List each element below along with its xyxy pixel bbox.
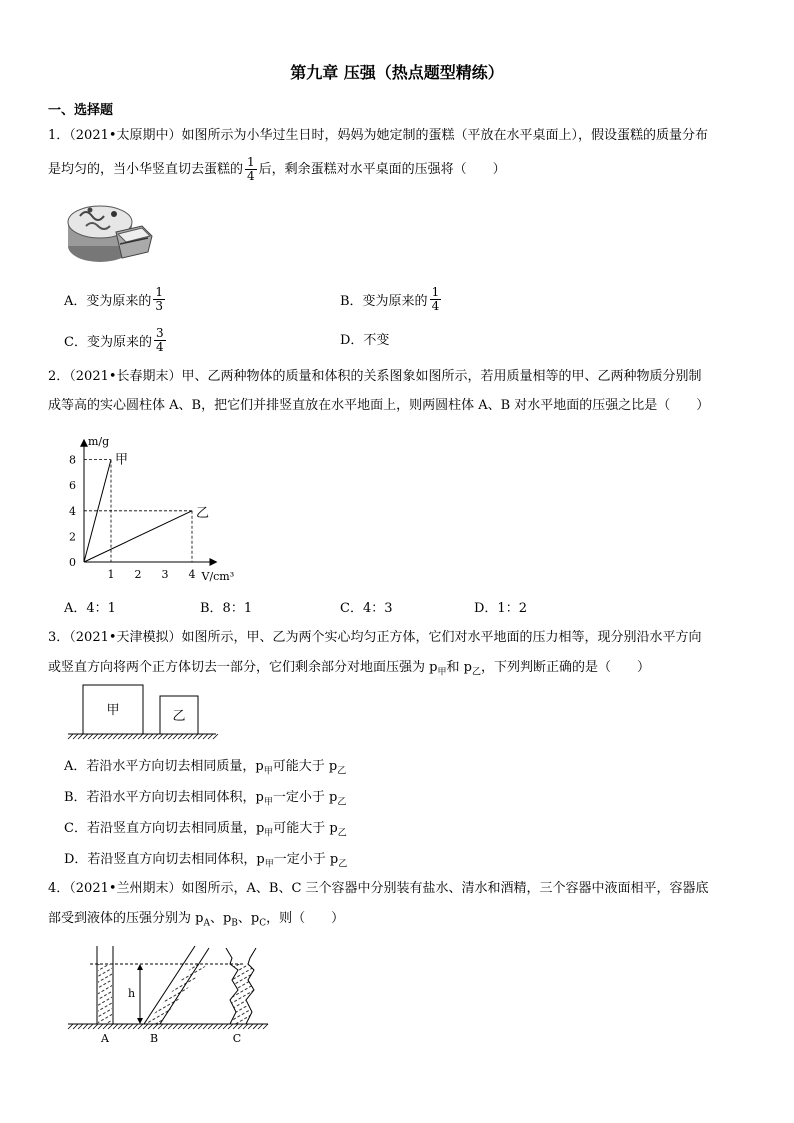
q3-opt-c-sub-yi: 乙 [337,828,347,839]
hatch-stroke [68,734,73,739]
hatch-stroke [198,1024,203,1029]
q1-opt-a-num: 1 [155,285,164,299]
hatch-stroke [158,1024,163,1029]
q3-opt-b-sub-jia: 甲 [263,797,273,808]
hatch-stroke [98,734,103,739]
q1-line2 [48,156,506,183]
hatch-stroke [208,1024,213,1029]
q3-option-c[interactable] [64,817,347,839]
hatch-stroke [83,734,88,739]
hatch-stroke [163,1024,168,1029]
q1-frac-den: 4 [247,169,255,183]
y-tick-label: 0 [69,556,76,569]
q4-line1: 4．（2021•兰州期末）如图所示，A、B、C 三个容器中分别装有盐水、清水和酒精，三个容器中液面相平，容器底 [48,881,709,896]
hatch-stroke [263,1024,268,1029]
x-tick-label: 4 [188,568,196,581]
q3-opt-d-2: 一定小于 p [273,852,339,867]
q3-opt-b-2: 一定小于 p [272,790,338,805]
q3-opt-c-sub-jia: 甲 [264,828,274,839]
q1-text-a: 是均匀的，当小华竖直切去蛋糕的 [48,161,244,177]
ground-hatch [68,734,218,739]
hatch-stroke [158,734,163,739]
containers-figure [66,940,276,1050]
q3-opt-b-sub-yi: 乙 [337,797,347,808]
hatch-stroke [148,734,153,739]
hatch-stroke [178,734,183,739]
x-tick-label: 1 [107,568,115,581]
ground-hatch-q4 [68,1024,268,1029]
y-axis-label: m/g [88,434,110,448]
q3-line1: 3．（2021•天津模拟）如图所示，甲、乙为两个实心均匀正方体，它们对水平地面的压力相等，现分别沿水平方向 [48,630,702,645]
cube-yi-label: 乙 [172,709,186,724]
q1-line1: 1．（2021•太原期中）如图所示为小华过生日时，妈妈为她定制的蛋糕（平放在水平桌面上），假设蛋糕的质量分布 [48,128,709,143]
hatch-stroke [203,734,208,739]
q1-opt-b-num: 1 [431,285,440,299]
hatch-stroke [143,734,148,739]
q4-sep2: 、p [237,911,260,926]
hatch-stroke [183,734,188,739]
container-a [97,946,113,1024]
q1-opt-a-den: 3 [155,299,164,313]
hatch-stroke [163,734,168,739]
hatch-stroke [73,1024,78,1029]
q1-option-b-text: B．变为原来的 [340,294,428,309]
x-tick-label: 2 [134,568,142,581]
q1-option-c-text: C．变为原来的 [64,335,152,350]
q1-option-a-frac [153,286,165,313]
q4-sep1: 、p [209,911,232,926]
q2-option-a[interactable]: A．4：1 [64,601,116,616]
q1-option-a[interactable] [64,286,167,313]
q3-opt-d-sub-yi: 乙 [338,859,348,870]
q3-option-d[interactable] [64,848,347,870]
x-axis-label: V/cm³ [201,570,235,583]
q4-sub-b: B [231,918,238,929]
q3-sub-jia: 甲 [437,667,447,678]
hatch-stroke [178,1024,183,1029]
q4-line2-b: ，则（ ） [266,911,345,926]
hatch-stroke [98,1024,103,1029]
q4-sub-a: A [203,918,210,929]
q3-sub-yi: 乙 [471,667,481,678]
q1-text-b: 后，剩余蛋糕对水平桌面的压强将（ ） [258,161,506,177]
hatch-stroke [153,1024,158,1029]
hatch-stroke [73,734,78,739]
hatch-stroke [128,1024,133,1029]
hatch-stroke [83,1024,88,1029]
hatch-stroke [138,734,143,739]
section-heading: 一、选择题 [48,103,114,118]
hatch-stroke [78,734,83,739]
hatch-stroke [123,1024,128,1029]
container-a-label: A [101,1032,109,1045]
hatch-stroke [233,1024,238,1029]
hatch-stroke [118,1024,123,1029]
hatch-stroke [123,734,128,739]
q4-line2 [48,910,344,933]
q1-option-a-text: A．变为原来的 [64,294,152,309]
hatch-stroke [118,734,123,739]
q1-option-b-frac [430,286,442,313]
hatch-stroke [188,734,193,739]
hatch-stroke [143,1024,148,1029]
hatch-stroke [193,1024,198,1029]
cubes-figure [66,684,226,744]
y-tick-label: 8 [69,453,76,467]
hatch-stroke [88,734,93,739]
height-marker [137,964,143,1024]
q3-line2-a: 或竖直方向将两个正方体切去一部分，它们剩余部分对地面压强为 p [48,660,438,675]
hatch-stroke [153,734,158,739]
series-label-1: 甲 [115,452,129,468]
hatch-stroke [228,1024,233,1029]
q3-opt-d-sub-jia: 甲 [264,859,274,870]
hatch-stroke [223,1024,228,1029]
q3-option-a[interactable] [64,755,346,777]
q1-frac-num: 1 [247,155,255,169]
q3-line2 [48,659,650,682]
q3-opt-a-sub-jia: 甲 [263,766,273,777]
cake-image [66,196,156,268]
q1-fraction [245,156,257,183]
hatch-stroke [113,734,118,739]
hatch-stroke [183,1024,188,1029]
q1-option-d[interactable]: D．不变 [340,333,390,348]
hatch-stroke [168,1024,173,1029]
height-label: h [128,987,136,1000]
hatch-stroke [168,734,173,739]
hatch-stroke [108,734,113,739]
hatch-stroke [68,1024,73,1029]
y-tick-label: 4 [69,504,76,518]
q3-line2-b: 和 p [446,660,472,675]
hatch-stroke [173,1024,178,1029]
y-tick-label: 6 [69,479,76,493]
hatch-stroke [113,1024,118,1029]
hatch-stroke [188,1024,193,1029]
hatch-stroke [133,1024,138,1029]
hatch-stroke [138,1024,143,1029]
q3-option-b[interactable] [64,786,346,808]
hatch-stroke [208,734,213,739]
hatch-stroke [88,1024,93,1029]
hatch-stroke [93,1024,98,1029]
q2-option-d[interactable]: D．1：2 [474,601,527,616]
hatch-stroke [203,1024,208,1029]
q1-option-c-frac [154,327,166,354]
hatch-stroke [93,734,98,739]
hatch-stroke [253,1024,258,1029]
container-b [144,946,209,1024]
q1-opt-c-num: 3 [155,326,164,340]
hatch-stroke [258,1024,263,1029]
q3-opt-c-1: C．若沿竖直方向切去相同质量，p [64,821,265,836]
container-b-label: B [149,1032,159,1045]
q3-opt-a-sub-yi: 乙 [337,766,347,777]
q1-opt-b-den: 4 [431,299,440,313]
q3-opt-a-2: 可能大于 p [272,759,338,774]
hatch-stroke [103,1024,108,1029]
y-tick-label: 2 [69,530,76,544]
cube-jia-label: 甲 [106,703,120,718]
hatch-stroke [218,1024,223,1029]
container-c [226,948,256,1024]
hatch-stroke [248,1024,253,1029]
q4-line2-a: 部受到液体的压强分别为 p [48,911,204,926]
series-line-2 [84,511,192,562]
q3-opt-d-1: D．若沿竖直方向切去相同体积，p [64,852,265,867]
x-tick-label: 3 [161,568,169,581]
hatch-stroke [238,1024,243,1029]
q2-option-c[interactable]: C．4：3 [340,601,393,616]
hatch-stroke [108,1024,113,1029]
hatch-stroke [213,734,218,739]
q1-option-c[interactable] [64,327,168,354]
series-label-2: 乙 [196,505,210,521]
q3-opt-c-2: 可能大于 p [273,821,338,836]
hatch-stroke [78,1024,83,1029]
hatch-stroke [133,734,138,739]
q2-line2: 成等高的实心圆柱体 A、B，把它们并排竖直放在水平地面上，则两圆柱体 A、B 对水平地面的压强之比是（ ） [48,398,710,413]
hatch-stroke [243,1024,248,1029]
q3-opt-a-1: A．若沿水平方向切去相同质量，p [64,759,264,774]
q4-sub-c: C [259,918,267,929]
q1-option-b[interactable] [340,286,443,313]
hatch-stroke [173,734,178,739]
mass-volume-chart [60,422,270,590]
q2-line1: 2．（2021•长春期末）甲、乙两种物体的质量和体积的关系图象如图所示，若用质量相等的甲、乙两种物质分别制 [48,369,702,384]
q3-line2-c: ，下列判断正确的是（ ） [480,660,650,675]
hatch-stroke [103,734,108,739]
q3-opt-b-1: B．若沿水平方向切去相同体积，p [64,790,264,805]
hatch-stroke [213,1024,218,1029]
page-title: 第九章 压强（热点题型精练） [290,63,504,82]
hatch-stroke [198,734,203,739]
container-c-label: C [232,1032,242,1045]
q2-option-b[interactable]: B．8：1 [200,601,253,616]
q1-opt-c-den: 4 [155,340,164,354]
hatch-stroke [128,734,133,739]
hatch-stroke [148,1024,153,1029]
hatch-stroke [193,734,198,739]
